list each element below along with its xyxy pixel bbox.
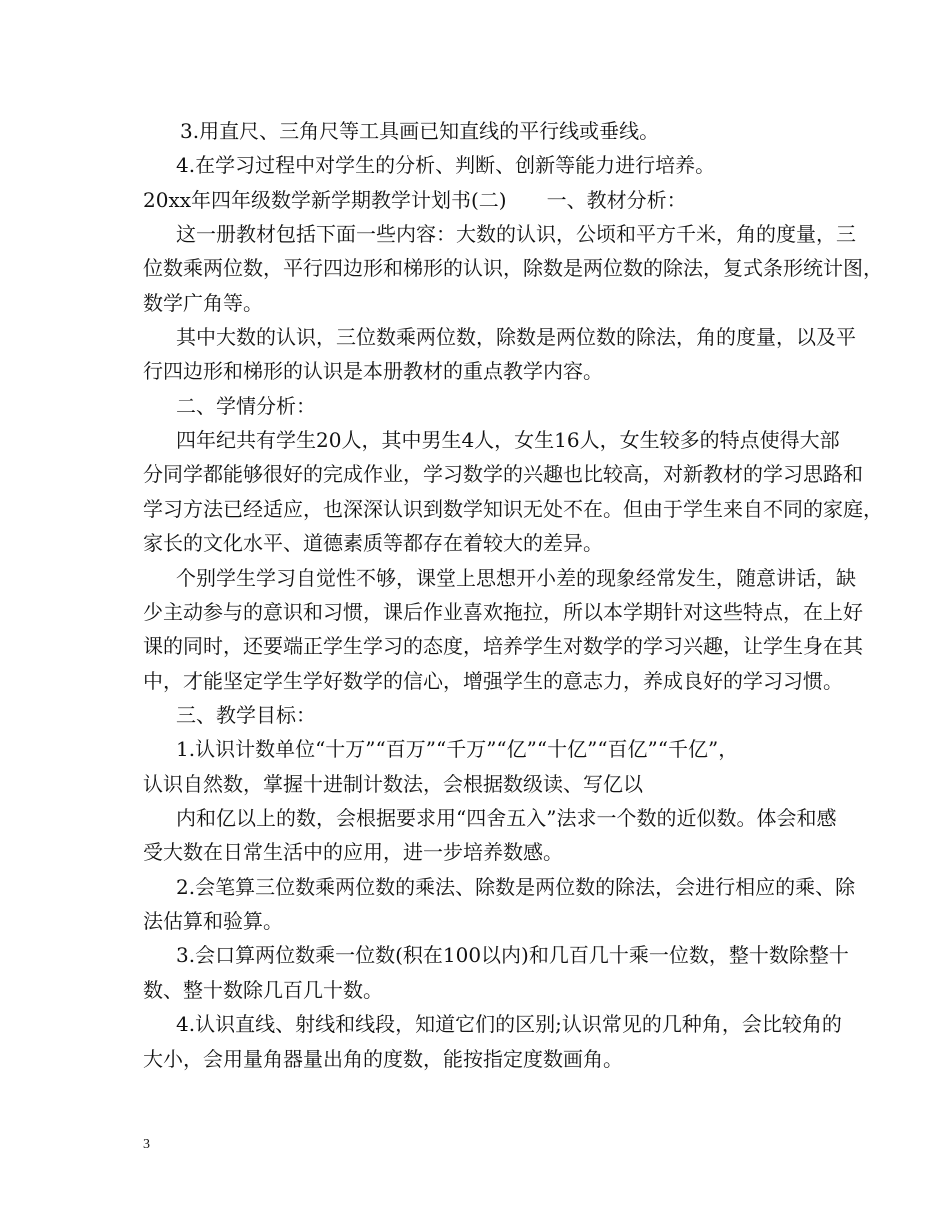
text-line: 大小，会用量角器量出角的度数，能按指定度数画角。	[143, 1047, 623, 1071]
section-heading: 三、教学目标：	[176, 703, 316, 727]
text-line: 1.认识计数单位“十万”“百万”“千万”“亿”“十亿”“百亿”“千亿”，	[176, 737, 739, 761]
text-line: 3.会口算两位数乘一位数(积在100以内)和几百几十乘一位数，整十数除整十	[176, 943, 849, 967]
text-line: 位数乘两位数，平行四边形和梯形的认识，除数是两位数的除法，复式条形统计图，	[143, 256, 883, 280]
text-line: 学习方法已经适应，也深深认识到数学知识无处不在。但由于学生来自不同的家庭，	[143, 497, 883, 521]
text-line: 这一册教材包括下面一些内容：大数的认识，公顷和平方千米，角的度量，三	[176, 222, 856, 246]
text-line: 家长的文化水平、道德素质等都存在着较大的差异。	[143, 531, 603, 555]
section-heading-line: 20xx年四年级数学新学期教学计划书(二) 一、教材分析：	[143, 188, 687, 212]
text-line: 少主动参与的意识和习惯，课后作业喜欢拖拉，所以本学期针对这些特点，在上好	[143, 600, 863, 624]
text-line: 分同学都能够很好的完成作业，学习数学的兴趣也比较高，对新教材的学习思路和	[143, 462, 863, 486]
page-number: 3	[143, 1137, 150, 1152]
text-line: 四年纪共有学生20人，其中男生4人，女生16人，女生较多的特点使得大部	[176, 428, 840, 452]
text-line: 数学广角等。	[143, 291, 263, 315]
text-line: 中，才能坚定学生学好数学的信心，增强学生的意志力，养成良好的学习习惯。	[143, 669, 843, 693]
text-line: 内和亿以上的数，会根据要求用“四舍五入”法求一个数的近似数。体会和感	[176, 806, 837, 830]
text-line: 数、整十数除几百几十数。	[143, 978, 383, 1002]
text-line: 4.认识直线、射线和线段，知道它们的区别;认识常见的几种角，会比较角的	[176, 1012, 842, 1036]
section-heading: 二、学情分析：	[176, 394, 316, 418]
text-line: 其中大数的认识，三位数乘两位数，除数是两位数的除法，角的度量，以及平	[176, 325, 856, 349]
text-line: 受大数在日常生活中的应用，进一步培养数感。	[143, 840, 563, 864]
text-line: 行四边形和梯形的认识是本册教材的重点教学内容。	[143, 359, 603, 383]
text-line: 2.会笔算三位数乘两位数的乘法、除数是两位数的除法，会进行相应的乘、除	[176, 875, 856, 899]
text-line: 3.用直尺、三角尺等工具画已知直线的平行线或垂线。	[180, 119, 660, 143]
text-line: 个别学生学习自觉性不够，课堂上思想开小差的现象经常发生，随意讲话，缺	[176, 566, 856, 590]
text-line: 课的同时，还要端正学生学习的态度，培养学生对数学的学习兴趣，让学生身在其	[143, 634, 863, 658]
text-line: 4.在学习过程中对学生的分析、判断、创新等能力进行培养。	[176, 153, 716, 177]
text-line: 认识自然数，掌握十进制计数法，会根据数级读、写亿以	[143, 772, 643, 796]
text-line: 法估算和验算。	[143, 909, 283, 933]
